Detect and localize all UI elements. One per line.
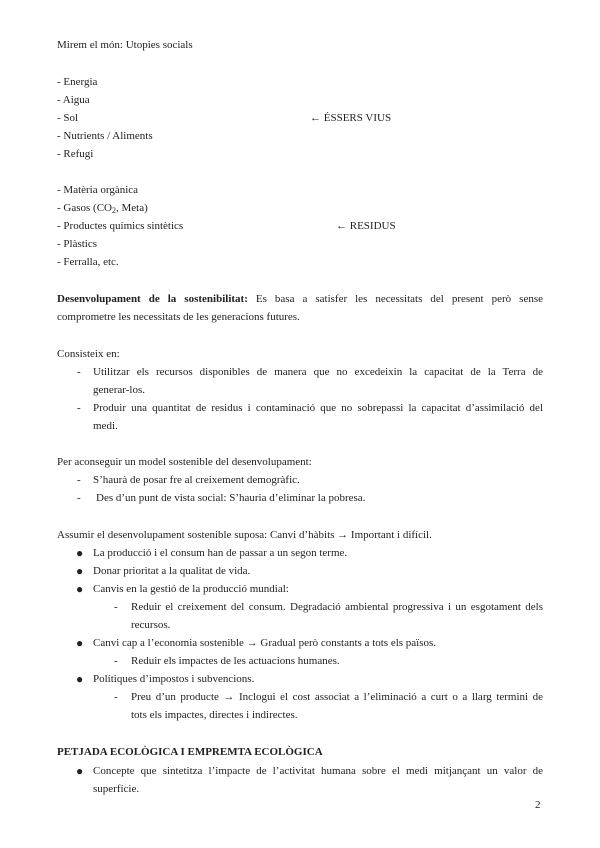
list-item: - Productes químics sintètics [57,220,184,232]
list-item: - Gasos ($CO_2$, Meta) [57,202,148,215]
list-item: - Aigua [57,94,90,106]
sustainability-definition-cont: comprometre les necessitats de les generacions futures. [57,311,300,323]
list-item: Produir una quantitat de residus i contaminació que no sobrepassi la capacitat d’assimilació del [93,402,543,414]
list-item: La producció i el consum han de passar a un segon terme. [93,547,348,559]
bullet-marker: ● [76,582,84,596]
list-item: Des d’un punt de vista social: S’hauria d’eliminar la pobresa. [96,492,366,504]
list-item: - Nutrients / Aliments [57,130,153,142]
dash-marker: - [77,402,81,414]
list-item-cont: generar-los. [93,384,146,396]
sub-list-item-cont: recursos. [131,619,171,631]
sustainability-definition: Desenvolupament de la sostenibilitat: Es basa a satisfer les necessitats del present però sense [57,293,544,305]
list-item: Canvis en la gestió de la producció mundial: [93,583,289,595]
sub-list-item: Reduir els impactes de les actuacions humanes. [131,655,340,667]
dash-marker: - [114,655,118,667]
list-item: Polítiques d’impostos i subvencions. [93,673,255,685]
list-item-cont: superfície. [93,783,140,795]
dash-marker: - [77,474,81,486]
list-item: Concepte que sintetitza l’impacte de l’activitat humana sobre el medi mitjançant un valor de [93,765,543,777]
living-beings-label: ← ÉSSERS VIUS [310,112,392,124]
list-item: - Plàstics [57,238,98,250]
waste-label: ← RESIDUS [336,220,396,232]
sub-list-item-cont: tots els impactes, directes i indirectes. [131,709,298,721]
bullet-marker: ● [76,636,84,650]
dash-marker: - [77,492,81,504]
dash-marker: - [114,601,118,613]
bullet-marker: ● [76,546,84,560]
sub-list-item: Preu d’un producte → Inclogui el cost associat a l’eliminació a curt o a llarg termini de [131,691,543,703]
dash-marker: - [114,691,118,703]
list-item: S’haurà de posar fre al creixement demogràfic. [93,474,300,486]
list-item: - Sol [57,112,79,124]
consists-intro: Consisteix en: [57,348,120,360]
bullet-marker: ● [76,764,84,778]
sustainability-term: Desenvolupament de la sostenibilitat: [57,293,248,305]
bullet-marker: ● [76,564,84,578]
assume-intro: Assumir el desenvolupament sostenible suposa: Canvi d’hàbits → Important i difícil. [57,529,432,541]
list-item: Canvi cap a l’economia sostenible → Gradual però constants a tots els països. [93,637,437,649]
section-heading: PETJADA ECOLÒGICA I EMPREMTA ECOLÒGICA [57,746,323,758]
list-item-cont: medi. [93,420,118,432]
list-item: - Matèria orgànica [57,184,139,196]
page-title: Mirem el món: Utopies socials [57,39,193,51]
bullet-marker: ● [76,672,84,686]
list-item: - Energia [57,76,98,88]
dash-marker: - [77,366,81,378]
page-number: 2 [535,799,541,811]
sub-list-item: Reduir el creixement del consum. Degradació ambiental progressiva i un esgotament dels [131,601,543,613]
model-intro: Per aconseguir un model sostenible del desenvolupament: [57,456,312,468]
list-item: Utilitzar els recursos disponibles de manera que no excedeixin la capacitat de la Terra de [93,366,543,378]
list-item: - Ferralla, etc. [57,256,119,268]
list-item: - Refugi [57,148,94,160]
list-item: Donar prioritat a la qualitat de vida. [93,565,251,577]
